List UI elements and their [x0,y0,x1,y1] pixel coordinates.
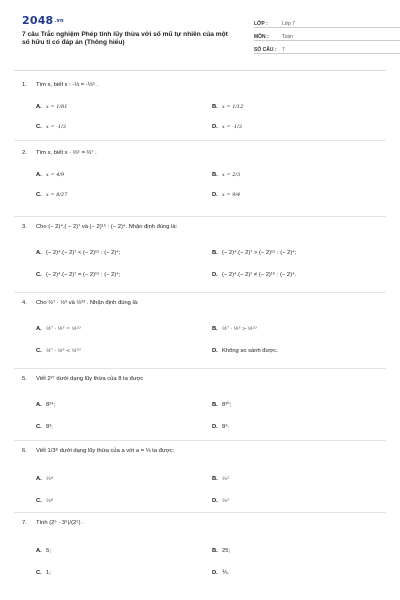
option-d[interactable] [212,568,229,578]
option-label: A. [36,326,42,332]
question-divider [14,368,386,369]
option-b[interactable] [212,248,296,258]
option-text: 8³⁰; [222,402,232,408]
option-text: 8²⁴; [46,402,56,408]
option-d[interactable] [212,346,278,356]
option-label: D. [212,424,218,430]
option-label: D. [212,272,218,278]
question-divider [14,440,386,441]
option-label: C. [36,570,42,576]
option-label: A. [36,250,42,256]
option-label: D. [212,498,218,504]
option-label: C. [36,192,42,198]
option-text: x = 8/27 [46,192,68,198]
question-number: 3. [22,224,27,230]
question-number: 5. [22,376,27,382]
option-label: B. [212,326,218,332]
meta-value: 7 [282,47,285,53]
logo-tld: .vn [54,18,64,24]
option-text: (− 2)⁴.(− 2)⁷ ≠ (− 2)¹⁵ : (− 2)⁴. [222,272,297,278]
option-text: ⅕. [222,570,230,576]
option-label: D. [212,348,218,354]
meta-value: Toán [282,34,293,40]
question-4 [22,298,382,352]
option-label: B. [212,476,218,482]
option-label: A. [36,476,42,482]
meta-key: MÔN : [254,34,269,40]
option-a[interactable] [36,248,120,258]
question-stem: Viết 1/3⁸ dưới dạng lũy thừa của a với a = ⅓ ta được: [36,448,175,454]
question-stem: Viết 2²⁷ dưới dạng lũy thừa của 8 ta được [36,376,144,382]
meta-value: Lớp 7 [282,21,296,27]
option-text: x = 2/3 [222,172,241,178]
option-c[interactable] [36,346,81,356]
option-b[interactable] [212,170,240,180]
option-label: A. [36,548,42,554]
question-stem: Cho (− 2)⁴.( − 2)⁷ và (− 2)¹⁵ : (− 2)⁴. Nhận định đúng là: [36,224,178,230]
option-d[interactable] [212,122,242,132]
option-text: (− 2)⁴.(− 2)⁷ = (− 2)¹⁵ : (− 2)⁴; [46,272,121,278]
option-text: ⅓⁸ [46,498,53,504]
question-stem: Tìm x, biết x : -⅓ = -⅓⁵ . [36,82,99,88]
option-text: (− 2)⁴.(− 2)⁷ < (− 2)¹⁵ : (− 2)⁴; [46,250,121,256]
option-text: x = 1/81 [46,104,68,110]
option-label: D. [212,124,218,130]
meta-class [254,16,400,28]
option-text: 8⁹. [222,424,230,430]
option-a[interactable] [36,170,64,180]
option-text: ½⁷ · ½³ = ½²³ [46,326,81,332]
option-a[interactable] [36,324,81,334]
page-title: 7 câu Trắc nghiệm Phép tính lũy thừa với số mũ tự nhiên của một số hữu tỉ có đáp án (Thông hiểu) [22,31,228,46]
option-b[interactable] [212,324,257,334]
option-text: (− 2)⁴.(− 2)⁷ > (− 2)¹⁵ : (− 2)⁴; [222,250,297,256]
option-c[interactable] [36,568,51,578]
question-6 [22,446,382,504]
option-d[interactable] [212,422,229,432]
option-text: ½⁷ · ½³ > ½²³ [222,326,257,332]
question-number: 1. [22,82,27,88]
option-a[interactable] [36,400,55,410]
question-3 [22,222,382,276]
option-d[interactable] [212,190,240,200]
option-text: ½⁷ · ½³ < ½²³ [46,348,81,354]
question-stem: Cho ½⁷ · ½³ và ½²³ . Nhận định đúng là: [36,300,139,306]
option-text: 1; [46,570,51,576]
option-text: Không so sánh được. [222,348,278,354]
option-c[interactable] [36,422,53,432]
option-b[interactable] [212,474,229,484]
question-stem: Tính (2⁵ · 3⁵)/(2⁵) . [36,520,84,526]
option-label: A. [36,172,42,178]
option-label: D. [212,192,218,198]
option-text: 5; [46,548,51,554]
option-label: B. [212,104,218,110]
meta-info [254,16,400,55]
option-b[interactable] [212,400,231,410]
option-text: ⅓⁴ [46,476,53,482]
meta-subject [254,29,400,41]
question-divider [14,216,386,217]
page-header [22,14,382,66]
option-d[interactable] [212,270,296,280]
option-text: 8³; [46,424,53,430]
meta-key: SỐ CÂU : [254,47,277,53]
question-divider [14,512,386,513]
question-divider [14,292,386,293]
option-b[interactable] [212,546,230,556]
option-text: x = 4/9 [46,172,65,178]
option-label: C. [36,124,42,130]
meta-count [254,42,400,54]
option-label: B. [212,250,218,256]
option-text: x = -1/3 [222,124,242,130]
header-divider [14,70,386,71]
option-label: C. [36,424,42,430]
question-stem: Tìm x, biết x · ⅔⁵ = ⅔⁷ . [36,150,97,156]
question-number: 4. [22,300,27,306]
option-label: D. [212,570,218,576]
option-label: A. [36,104,42,110]
option-b[interactable] [212,102,243,112]
option-a[interactable] [36,102,67,112]
option-label: B. [212,402,218,408]
option-label: A. [36,402,42,408]
logo-text: 2048 [22,14,54,27]
option-label: C. [36,498,42,504]
option-text: ⅓² [222,476,229,482]
meta-key: LỚP : [254,21,268,27]
option-a[interactable] [36,474,53,484]
option-label: B. [212,548,218,554]
option-text: x = -1/3 [46,124,66,130]
option-text: 25; [222,548,231,554]
option-c[interactable] [36,190,67,200]
question-number: 6. [22,448,27,454]
option-c[interactable] [36,496,53,506]
option-label: C. [36,272,42,278]
option-text: x = 1/12 [222,104,244,110]
question-5 [22,374,382,428]
option-d[interactable] [212,496,229,506]
question-2 [22,148,382,202]
option-text: x = 9/4 [222,192,241,198]
question-divider [14,140,386,141]
option-text: ⅓⁵ [222,498,229,504]
option-c[interactable] [36,122,66,132]
option-a[interactable] [36,546,51,556]
question-number: 2. [22,150,27,156]
option-c[interactable] [36,270,120,280]
question-7 [22,518,382,576]
option-label: B. [212,172,218,178]
question-number: 7. [22,520,27,526]
question-1 [22,80,382,134]
option-label: C. [36,348,42,354]
